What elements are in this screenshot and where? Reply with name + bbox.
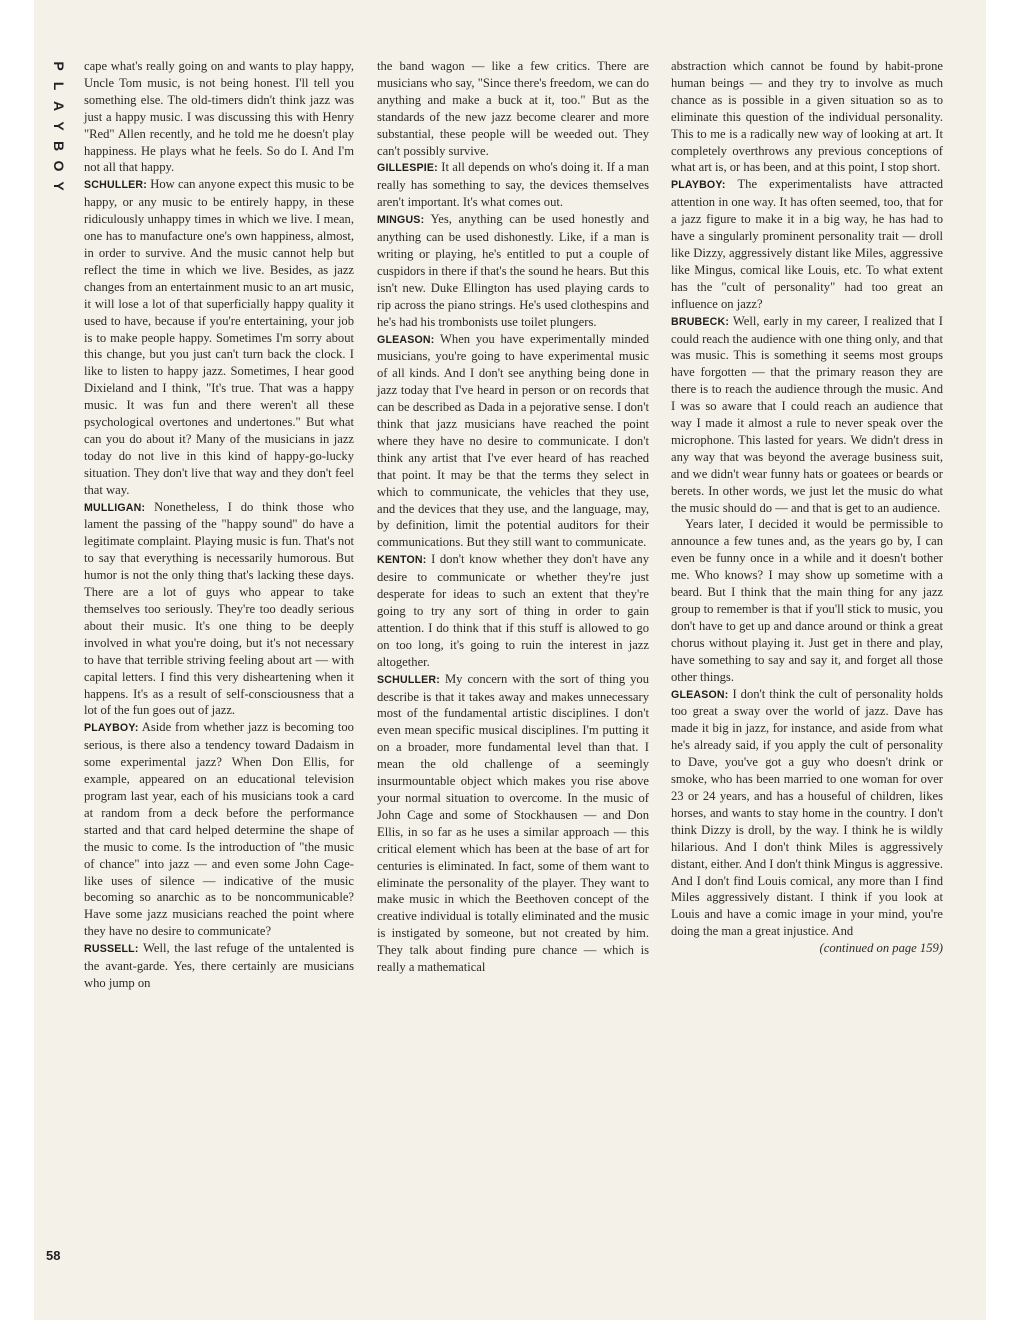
speaker-label: SCHULLER: [377, 673, 441, 686]
speaker-label: GILLESPIE: [377, 162, 438, 175]
paragraph [377, 331, 649, 552]
masthead-letter: P [51, 61, 67, 71]
paragraph [377, 671, 649, 976]
paragraph-text: Nonetheless, I do think those who lament the passing of the "happy sound" do have a legitimate complaint. Playing music is fun. That's not to say that everything is necessarily humorous. But humor is not the only thing that's lacking these days. There are a lot of guys who appear to take themselves too seriously. They're too deadly serious about their music. It's one thing to be deeply involved in what you're doing, but it's not necessary to have that terrible striving feeling about art — with capital letters. I find this very disheartening when it happens. It's as a result of self-consciousness that a lot of the fun goes out of jazz. [84, 499, 354, 718]
paragraph-text: Aside from whether jazz is becoming too serious, is there also a tendency toward Dadaism in some experimental jazz? When Don Ellis, for example, appeared on an educational television program last year, each of his musicians took a card at random from a deck before the performance started and that card helped determine the shape of the music to come. Is the introduction of "the music of chance" into jazz — and even some John Cage-like uses of silence — indicative of the music becoming so anarchic as to be noncommunicable? Have some jazz musicians reached the point where they have no desire to communicate? [84, 720, 354, 939]
masthead-letter: L [51, 81, 67, 91]
page-number: 58 [46, 1248, 61, 1263]
speaker-label: SCHULLER: [84, 179, 148, 192]
text-column-2 [377, 58, 649, 976]
paragraph [84, 719, 354, 940]
paragraph-text: The experimentalists have attracted attention in one way. It has often seemed, too, that for a jazz figure to make it in a big way, he has had to have a singularly prominent personality trait — droll like Dizzy, aggressively distant like Miles, aggressive like Mingus, comical like Louis, etc. To what extent has the "cult of personality" had too great an influence on jazz? [671, 177, 943, 311]
speaker-label: KENTON: [377, 554, 427, 567]
continued-note: (continued on page 159) [819, 941, 943, 956]
text-column-3 [671, 58, 943, 957]
paragraph [377, 159, 649, 211]
paragraph-text: It all depends on who's doing it. If a man really has something to say, the devices themselves aren't important. It's what comes out. [377, 160, 649, 210]
speaker-label: MULLIGAN: [84, 501, 146, 514]
paragraph [84, 499, 354, 720]
paragraph-text: abstraction which cannot be found by habit-prone human beings — and they try to involve as much chance as is possible in a given situation so as to eliminate this question of the individual personality. This to me is a radically new way of looking at art. It completely overthrows any previous conceptions of what art is, or has been, and at this point, I stop short. [671, 59, 943, 175]
paragraph [84, 940, 354, 992]
speaker-label: BRUBECK: [671, 315, 730, 328]
speaker-label: RUSSELL: [84, 943, 139, 956]
paragraph [84, 58, 354, 176]
speaker-label: MINGUS: [377, 214, 425, 227]
paragraph [671, 686, 943, 941]
paragraph [377, 58, 649, 159]
masthead-letter: Y [51, 121, 67, 131]
paragraph-text: Years later, I decided it would be permissible to announce a few tunes and, as the years go by, I can even be funny once in a while and it doesn't bother me. Who knows? I may show up sometime with a beard. But I think that the main thing for any jazz group to remember is that if you'll stick to music, you don't have to get up and dance around or think a great chorus without playing it. Just get in there and play, have something to say and say it, and forget all those other things. [671, 517, 943, 684]
paragraph-text: How can anyone expect this music to be happy, or any music to be entirely happy, in these ridiculously unhappy times in which we live. I mean, one has to manufacture one's own happiness, almost, in order to survive. And the music cannot help but reflect the time in which we live. Besides, as jazz changes from an entertainment music to an art music, it will lose a lot of that superficially happy quality it used to have, because if you're entertaining, your job is to make people happy. Sometimes I'm sorry about this change, but you just can't turn back the clock. I like to listen to happy jazz. Sometimes, I hear good Dixieland and I think, "It's true. That was a happy music. It was fun and there weren't all these psychological overtones and undertones." But what can you do about it? Many of the musicians in jazz today do not live in this kind of happy-go-lucky situation. They don't live that way and they don't feel that way. [84, 177, 354, 497]
paragraph [84, 176, 354, 498]
masthead-letter: O [51, 160, 67, 172]
speaker-label: PLAYBOY: [84, 722, 139, 735]
paragraph-text: Yes, anything can be used honestly and anything can be used dishonestly. Like, if a man is writing or playing, he's entitled to put a couple of cuspidors in there if that's the sound he hears. But this isn't new. Duke Ellington has used playing cards to rip across the piano strings. He's used clothespins and he's had his trombonists use toilet plungers. [377, 212, 649, 329]
speaker-label: GLEASON: [377, 333, 435, 346]
paragraph-text: I don't know whether they don't have any desire to communicate or whether they're just desperate for ideas to such an extent that they're going to try any sort of thing in order to gain attention. I do think that if this stuff is allowed to go on too long, it's going to ruin the interest in jazz altogether. [377, 552, 649, 669]
paragraph [377, 551, 649, 670]
magazine-page [34, 0, 986, 1320]
paragraph-text: the band wagon — like a few critics. There are musicians who say, "Since there's freedom, we can do anything and make a buck at it, too." But as the standards of the new jazz become clearer and more substantial, these people will be weeded out. They can't possibly survive. [377, 59, 649, 158]
paragraph [671, 516, 943, 685]
masthead-letter: Y [51, 181, 67, 191]
paragraph-text: cape what's really going on and wants to play happy, Uncle Tom music, is not being honest. I'll tell you something else. The old-timers didn't think jazz was just a happy music. I was discussing this with Henry "Red" Allen recently, and he told me he doesn't play happiness. He plays what he feels. So do I. And I'm not all that happy. [84, 59, 354, 175]
text-column-1 [84, 58, 354, 992]
paragraph [671, 313, 943, 517]
paragraph [671, 176, 943, 312]
speaker-label: PLAYBOY: [671, 179, 726, 192]
paragraph-text: When you have experimentally minded musicians, you're going to have experimental music of all kinds. And I don't see anything being done in jazz today that I've heard in person or on records that can be described as Dada in a pejorative sense. I don't think that jazz musicians have reached the point where they have no desire to communicate. I don't think any artist that I've ever heard of has reached that point. It may be that the terms they select in which to communicate, the vehicles that they use, and the devices that they use, and the language, may, by definition, limit the potential auditors for their communications. But they still want to communicate. [377, 331, 650, 550]
paragraph-text: I don't think the cult of personality holds too great a sway over the world of jazz. Dave has made it big in jazz, for instance, and aside from what he's already said, if you apply the cult of personality to Dave, you've got a guy who doesn't drink or smoke, who has been married to one woman for over 23 or 24 years, and has a houseful of children, likes horses, and wants to stay home in the country. I don't think Dizzy is droll, by the way. I think he is wildly hilarious. And I don't think Miles is aggressively distant, either. And I don't think Mingus is aggressive. And I don't find Louis comical, any more than I find Miles aggressively distant. I think if you look at Louis and have a comic image in your mind, you're doing the man a great injustice. And [671, 686, 943, 939]
paragraph-text: Well, the last refuge of the untalented is the avant-garde. Yes, there certainly are musicians who jump on [84, 941, 355, 990]
masthead-letter: A [51, 100, 67, 112]
paragraph [671, 58, 943, 176]
paragraph-text: Well, early in my career, I realized that I could reach the audience with one thing only, and that was music. This is something it seems most groups have forgotten — that the primary reason they are there is to reach the audience through the music. And I was so aware that I could reach an audience that way I made it almost a rule to never speak over the microphone. This lasted for years. We didn't dress in any way that was beyond the average business suit, and we didn't wear funny hats or goatees or beards or berets. In other words, we just let the music do what the music should do — and that is get to an audience. [671, 313, 943, 515]
paragraph [377, 211, 649, 330]
masthead-letter: B [51, 140, 67, 152]
speaker-label: GLEASON: [671, 688, 729, 701]
paragraph-text: My concern with the sort of thing you describe is that it takes away and makes unnecessary most of the fundamental artistic disciplines. I don't even mean specific musical disciplines. I'm putting it on a broader, more fundamental level than that. I mean the old challenge of a seemingly insurmountable object which makes you rise above your normal situation to overcome. In the music of John Cage and some of Stockhausen — and Don Ellis, in so far as he uses a similar approach — this critical element which has been at the base of art for centuries is eliminated. In fact, some of them want to eliminate the personality of the player. They want to make music in which the Beethoven concept of the creative individual is totally eliminated and the music is instigated by someone, but not created by him. They talk about finding pure chance — which is really a mathematical [377, 671, 649, 975]
masthead-vertical [48, 56, 70, 196]
